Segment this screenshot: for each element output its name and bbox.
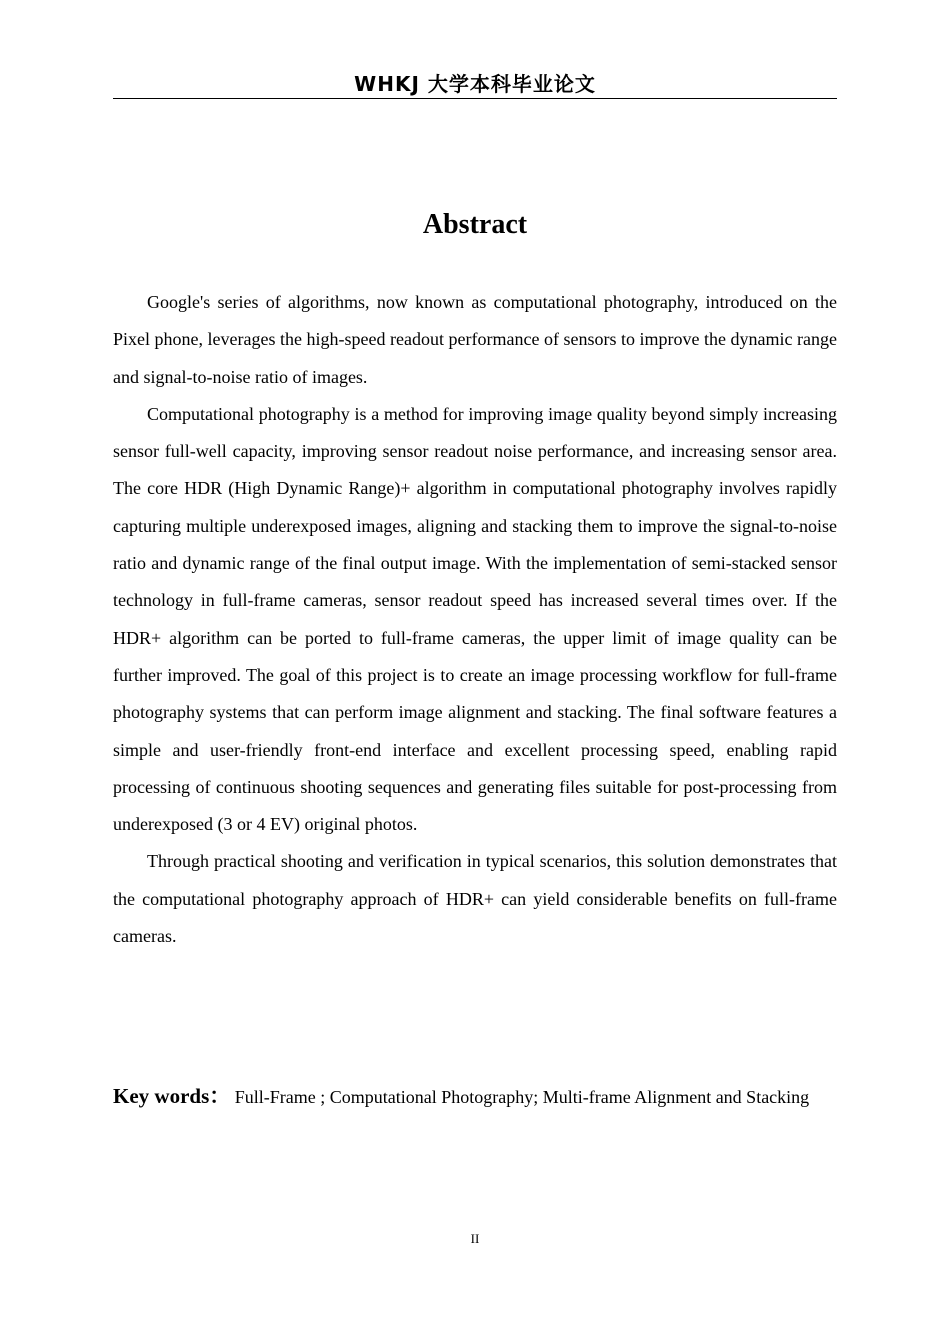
abstract-paragraph-1: Google's series of algorithms, now known as computational photography, introduced on the Pixel phone, leverages the high-speed readout performance of sensors to improve the dynamic range and signal-to-noise ratio of images.	[113, 292, 837, 387]
abstract-body	[113, 284, 837, 955]
page-number: II	[470, 1231, 480, 1246]
keywords-value: Full-Frame ; Computational Photography; Multi-frame Alignment and Stacking	[234, 1087, 810, 1107]
abstract-paragraph-3: Through practical shooting and verification in typical scenarios, this solution demonstrates that the computational photography approach of HDR+ can yield considerable benefits on full-frame cameras.	[113, 851, 837, 947]
abstract-paragraph-2: Computational photography is a method for improving image quality beyond simply increasing sensor full-well capacity, improving sensor readout noise performance, and increasing sensor area. The core HDR (High Dynamic Range)+ algorithm in computational photography involves rapidly capturing multiple underexposed images, aligning and stacking them to improve the signal-to-noise ratio and dynamic range of the final output image. With the implementation of semi-stacked sensor technology in full-frame cameras, sensor readout speed has increased several times over. If the HDR+ algorithm can be ported to full-frame cameras, the upper limit of image quality can be further improved. The goal of this project is to create an image processing workflow for full-frame photography systems that can perform image alignment and stacking. The final software features a simple and user-friendly front-end interface and excellent processing speed, enabling rapid processing of continuous shooting sequences and generating files suitable for post-processing from underexposed (3 or 4 EV) original photos.	[113, 403, 837, 835]
page-header	[113, 70, 837, 99]
keywords-block	[113, 1076, 837, 1117]
abstract-title: Abstract	[422, 209, 528, 240]
keywords-label: Key words：	[113, 1084, 231, 1108]
header-title: WHKJ 大学本科毕业论文	[354, 72, 596, 96]
